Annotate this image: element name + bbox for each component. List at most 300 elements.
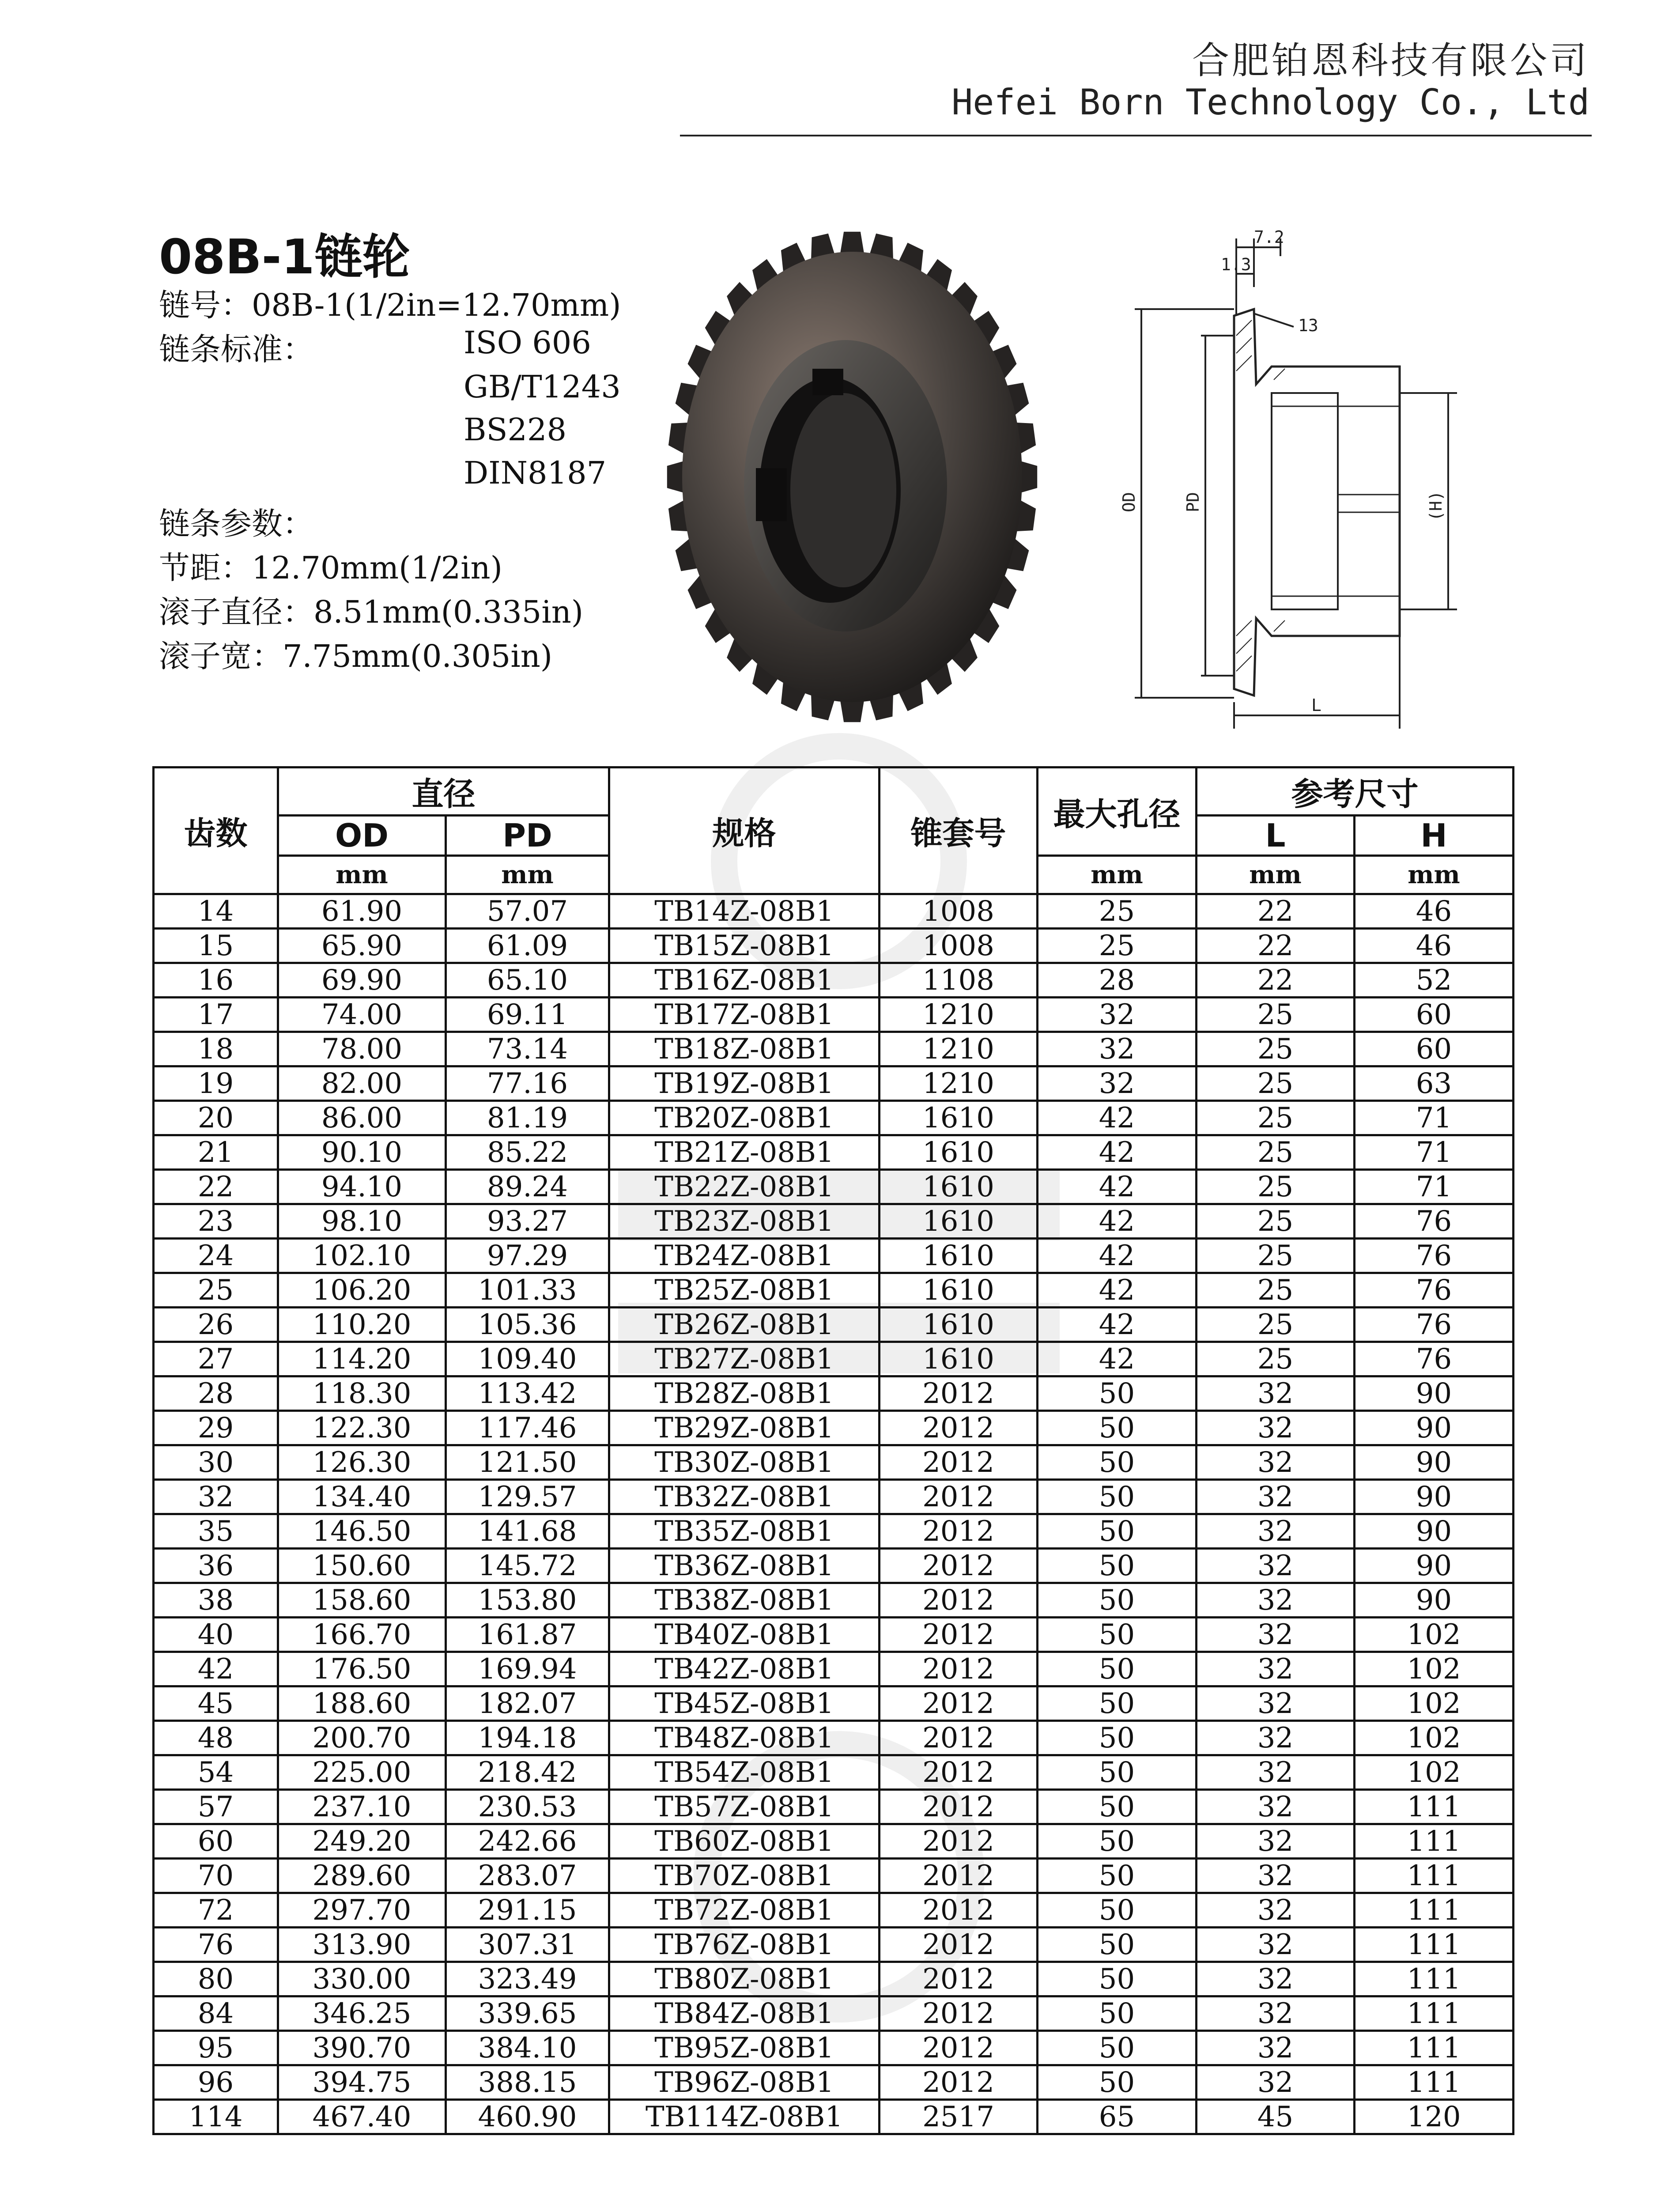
cell-max-bore: 50 — [1038, 2031, 1197, 2065]
cell-bush: 1610 — [880, 1170, 1038, 1204]
cell-bush: 2012 — [880, 1824, 1038, 1859]
cell-spec: TB36Z-08B1 — [609, 1549, 880, 1583]
cell-teeth: 27 — [154, 1342, 278, 1376]
cell-bush: 1610 — [880, 1239, 1038, 1273]
cell-od: 106.20 — [278, 1273, 446, 1308]
cell-h: 102 — [1355, 1721, 1514, 1755]
cell-teeth: 28 — [154, 1376, 278, 1411]
cell-max-bore: 50 — [1038, 1618, 1197, 1652]
cell-bush: 1610 — [880, 1273, 1038, 1308]
cell-h: 76 — [1355, 1273, 1514, 1308]
cell-pd: 230.53 — [446, 1790, 609, 1824]
table-row — [154, 1411, 1514, 1445]
header-l: L — [1197, 816, 1355, 856]
cell-pd: 65.10 — [446, 963, 609, 998]
table-row — [154, 1032, 1514, 1066]
header-h: H — [1355, 816, 1514, 856]
cell-pd: 81.19 — [446, 1101, 609, 1135]
cell-spec: TB80Z-08B1 — [609, 1962, 880, 1996]
cell-spec: TB17Z-08B1 — [609, 998, 880, 1032]
cell-spec: TB54Z-08B1 — [609, 1755, 880, 1790]
table-row — [154, 1859, 1514, 1893]
table-row — [154, 1342, 1514, 1376]
cell-teeth: 36 — [154, 1549, 278, 1583]
cell-pd: 97.29 — [446, 1239, 609, 1273]
cell-bush: 2012 — [880, 1721, 1038, 1755]
cell-bush: 2012 — [880, 1549, 1038, 1583]
table-row — [154, 1962, 1514, 1996]
cell-spec: TB95Z-08B1 — [609, 2031, 880, 2065]
cell-bush: 2012 — [880, 1755, 1038, 1790]
dim-13: 13 — [1298, 316, 1318, 335]
table-row — [154, 1480, 1514, 1514]
cell-od: 289.60 — [278, 1859, 446, 1893]
cell-bush: 2012 — [880, 1411, 1038, 1445]
cell-teeth: 95 — [154, 2031, 278, 2065]
table-row — [154, 998, 1514, 1032]
company-name-cn: 合肥铂恩科技有限公司 — [1192, 39, 1589, 82]
cell-pd: 93.27 — [446, 1204, 609, 1239]
cell-teeth: 38 — [154, 1583, 278, 1618]
cell-spec: TB45Z-08B1 — [609, 1686, 880, 1721]
cell-max-bore: 50 — [1038, 1583, 1197, 1618]
cell-l: 32 — [1197, 1514, 1355, 1549]
cell-od: 94.10 — [278, 1170, 446, 1204]
cell-max-bore: 32 — [1038, 998, 1197, 1032]
table-row — [154, 1790, 1514, 1824]
cell-h: 63 — [1355, 1066, 1514, 1101]
cell-l: 32 — [1197, 1445, 1355, 1480]
cell-bush: 2012 — [880, 1859, 1038, 1893]
cell-pd: 161.87 — [446, 1618, 609, 1652]
cell-teeth: 14 — [154, 894, 278, 929]
cell-max-bore: 42 — [1038, 1273, 1197, 1308]
cell-h: 90 — [1355, 1376, 1514, 1411]
cell-l: 22 — [1197, 894, 1355, 929]
company-name-en: Hefei Born Technology Co., Ltd — [951, 82, 1589, 123]
header-diameter: 直径 — [278, 768, 609, 816]
cell-l: 32 — [1197, 1411, 1355, 1445]
cell-teeth: 20 — [154, 1101, 278, 1135]
cell-max-bore: 50 — [1038, 1480, 1197, 1514]
cell-pd: 129.57 — [446, 1480, 609, 1514]
cell-h: 60 — [1355, 1032, 1514, 1066]
cell-l: 32 — [1197, 1652, 1355, 1686]
cell-h: 102 — [1355, 1618, 1514, 1652]
header-max-bore: 最大孔径 — [1038, 768, 1197, 856]
cell-pd: 339.65 — [446, 1996, 609, 2031]
cell-bush: 2012 — [880, 1962, 1038, 1996]
page-title: 08B-1链轮 — [159, 230, 410, 285]
cell-max-bore: 50 — [1038, 1376, 1197, 1411]
table-row — [154, 1445, 1514, 1480]
cell-pd: 141.68 — [446, 1514, 609, 1549]
cell-bush: 1108 — [880, 963, 1038, 998]
table-row — [154, 1273, 1514, 1308]
table-row — [154, 1583, 1514, 1618]
cell-teeth: 15 — [154, 929, 278, 963]
cell-l: 32 — [1197, 1824, 1355, 1859]
cell-l: 25 — [1197, 1239, 1355, 1273]
cell-pd: 384.10 — [446, 2031, 609, 2065]
cell-max-bore: 42 — [1038, 1170, 1197, 1204]
cell-spec: TB114Z-08B1 — [609, 2100, 880, 2134]
cell-od: 65.90 — [278, 929, 446, 963]
cell-od: 297.70 — [278, 1893, 446, 1928]
cell-h: 90 — [1355, 1445, 1514, 1480]
cell-od: 78.00 — [278, 1032, 446, 1066]
standard-item: GB/T1243 — [464, 369, 621, 405]
cell-od: 158.60 — [278, 1583, 446, 1618]
cell-od: 110.20 — [278, 1308, 446, 1342]
cell-h: 71 — [1355, 1170, 1514, 1204]
cell-pd: 169.94 — [446, 1652, 609, 1686]
cell-pd: 291.15 — [446, 1893, 609, 1928]
cell-max-bore: 50 — [1038, 1514, 1197, 1549]
table-row — [154, 1549, 1514, 1583]
cell-od: 146.50 — [278, 1514, 446, 1549]
cell-l: 22 — [1197, 929, 1355, 963]
dim-h: (H) — [1426, 491, 1446, 521]
cell-teeth: 40 — [154, 1618, 278, 1652]
cell-od: 122.30 — [278, 1411, 446, 1445]
cell-max-bore: 50 — [1038, 1893, 1197, 1928]
cell-pd: 61.09 — [446, 929, 609, 963]
cell-l: 32 — [1197, 1893, 1355, 1928]
cell-l: 32 — [1197, 1480, 1355, 1514]
cell-teeth: 16 — [154, 963, 278, 998]
cell-teeth: 21 — [154, 1135, 278, 1170]
cell-spec: TB57Z-08B1 — [609, 1790, 880, 1824]
cell-teeth: 57 — [154, 1790, 278, 1824]
table-row — [154, 1721, 1514, 1755]
cell-bush: 2012 — [880, 1445, 1038, 1480]
cell-l: 32 — [1197, 2031, 1355, 2065]
table-row — [154, 1308, 1514, 1342]
header-ref-dims: 参考尺寸 — [1197, 768, 1514, 816]
table-row — [154, 1514, 1514, 1549]
cell-max-bore: 50 — [1038, 1445, 1197, 1480]
cell-teeth: 76 — [154, 1928, 278, 1962]
cell-bush: 2012 — [880, 1514, 1038, 1549]
cell-l: 25 — [1197, 1101, 1355, 1135]
cell-h: 76 — [1355, 1308, 1514, 1342]
cell-teeth: 35 — [154, 1514, 278, 1549]
cell-max-bore: 42 — [1038, 1308, 1197, 1342]
cell-l: 22 — [1197, 963, 1355, 998]
cell-spec: TB72Z-08B1 — [609, 1893, 880, 1928]
cell-l: 32 — [1197, 1755, 1355, 1790]
cell-spec: TB18Z-08B1 — [609, 1032, 880, 1066]
table-row — [154, 1066, 1514, 1101]
cell-spec: TB14Z-08B1 — [609, 894, 880, 929]
cell-teeth: 72 — [154, 1893, 278, 1928]
cell-od: 86.00 — [278, 1101, 446, 1135]
table-row — [154, 1652, 1514, 1686]
cell-bush: 2012 — [880, 1996, 1038, 2031]
roller-width-spec: 滚子宽：7.75mm(0.305in) — [159, 638, 553, 674]
cell-pd: 283.07 — [446, 1859, 609, 1893]
cell-bush: 2012 — [880, 1583, 1038, 1618]
cell-l: 25 — [1197, 1170, 1355, 1204]
cell-max-bore: 50 — [1038, 1859, 1197, 1893]
header-bush: 锥套号 — [880, 768, 1038, 894]
cell-h: 52 — [1355, 963, 1514, 998]
cell-od: 313.90 — [278, 1928, 446, 1962]
cell-l: 32 — [1197, 1618, 1355, 1652]
cell-pd: 182.07 — [446, 1686, 609, 1721]
cell-max-bore: 50 — [1038, 1686, 1197, 1721]
table-row — [154, 1686, 1514, 1721]
dim-1-3: 1.3 — [1221, 255, 1251, 274]
table-row — [154, 1101, 1514, 1135]
cell-max-bore: 50 — [1038, 1411, 1197, 1445]
cell-h: 46 — [1355, 894, 1514, 929]
cell-h: 90 — [1355, 1583, 1514, 1618]
cell-od: 90.10 — [278, 1135, 446, 1170]
cell-spec: TB32Z-08B1 — [609, 1480, 880, 1514]
cell-pd: 388.15 — [446, 2065, 609, 2100]
cell-h: 90 — [1355, 1411, 1514, 1445]
cell-h: 76 — [1355, 1342, 1514, 1376]
cell-spec: TB96Z-08B1 — [609, 2065, 880, 2100]
cell-od: 150.60 — [278, 1549, 446, 1583]
cell-spec: TB24Z-08B1 — [609, 1239, 880, 1273]
cell-od: 102.10 — [278, 1239, 446, 1273]
cell-teeth: 60 — [154, 1824, 278, 1859]
table-row — [154, 1618, 1514, 1652]
cell-l: 25 — [1197, 1032, 1355, 1066]
cell-od: 82.00 — [278, 1066, 446, 1101]
cell-l: 25 — [1197, 1066, 1355, 1101]
table-row — [154, 2100, 1514, 2134]
cell-teeth: 32 — [154, 1480, 278, 1514]
cell-l: 32 — [1197, 1721, 1355, 1755]
cell-l: 32 — [1197, 1686, 1355, 1721]
cell-max-bore: 50 — [1038, 1824, 1197, 1859]
cell-teeth: 17 — [154, 998, 278, 1032]
cell-pd: 73.14 — [446, 1032, 609, 1066]
cell-max-bore: 28 — [1038, 963, 1197, 998]
cell-teeth: 70 — [154, 1859, 278, 1893]
cell-h: 76 — [1355, 1204, 1514, 1239]
cell-max-bore: 42 — [1038, 1135, 1197, 1170]
cell-spec: TB23Z-08B1 — [609, 1204, 880, 1239]
cell-pd: 218.42 — [446, 1755, 609, 1790]
cell-pd: 194.18 — [446, 1721, 609, 1755]
cell-bush: 1610 — [880, 1342, 1038, 1376]
cell-pd: 153.80 — [446, 1583, 609, 1618]
cell-pd: 307.31 — [446, 1928, 609, 1962]
cell-spec: TB20Z-08B1 — [609, 1101, 880, 1135]
table-row — [154, 2031, 1514, 2065]
cell-h: 111 — [1355, 1996, 1514, 2031]
cell-h: 102 — [1355, 1755, 1514, 1790]
cell-pd: 117.46 — [446, 1411, 609, 1445]
cell-bush: 1610 — [880, 1308, 1038, 1342]
cell-spec: TB16Z-08B1 — [609, 963, 880, 998]
table-row — [154, 1170, 1514, 1204]
table-row — [154, 1204, 1514, 1239]
cell-od: 134.40 — [278, 1480, 446, 1514]
cell-od: 188.60 — [278, 1686, 446, 1721]
cell-max-bore: 50 — [1038, 1755, 1197, 1790]
cell-pd: 121.50 — [446, 1445, 609, 1480]
unit-l: mm — [1197, 856, 1355, 894]
roller-diameter-spec: 滚子直径：8.51mm(0.335in) — [159, 594, 584, 630]
cell-teeth: 42 — [154, 1652, 278, 1686]
cell-teeth: 84 — [154, 1996, 278, 2031]
cell-bush: 2517 — [880, 2100, 1038, 2134]
cell-teeth: 80 — [154, 1962, 278, 1996]
cell-l: 32 — [1197, 1549, 1355, 1583]
cell-bush: 2012 — [880, 1480, 1038, 1514]
cell-bush: 1210 — [880, 1032, 1038, 1066]
cell-bush: 1610 — [880, 1204, 1038, 1239]
header-od: OD — [278, 816, 446, 856]
dimension-drawing — [1073, 221, 1479, 746]
cell-h: 111 — [1355, 1962, 1514, 1996]
cell-h: 111 — [1355, 1790, 1514, 1824]
cell-teeth: 54 — [154, 1755, 278, 1790]
table-row — [154, 1135, 1514, 1170]
cell-spec: TB22Z-08B1 — [609, 1170, 880, 1204]
cell-l: 32 — [1197, 1962, 1355, 1996]
header-divider — [680, 135, 1592, 136]
cell-bush: 2012 — [880, 1376, 1038, 1411]
cell-max-bore: 42 — [1038, 1239, 1197, 1273]
cell-teeth: 22 — [154, 1170, 278, 1204]
cell-max-bore: 42 — [1038, 1204, 1197, 1239]
cell-teeth: 18 — [154, 1032, 278, 1066]
cell-l: 32 — [1197, 1583, 1355, 1618]
cell-teeth: 23 — [154, 1204, 278, 1239]
cell-pd: 105.36 — [446, 1308, 609, 1342]
unit-pd: mm — [446, 856, 609, 894]
cell-spec: TB35Z-08B1 — [609, 1514, 880, 1549]
cell-h: 102 — [1355, 1652, 1514, 1686]
cell-h: 71 — [1355, 1101, 1514, 1135]
dim-l: L — [1311, 696, 1321, 715]
cell-max-bore: 32 — [1038, 1066, 1197, 1101]
cell-h: 111 — [1355, 1928, 1514, 1962]
cell-max-bore: 42 — [1038, 1101, 1197, 1135]
table-row — [154, 1893, 1514, 1928]
cell-pd: 69.11 — [446, 998, 609, 1032]
cell-h: 102 — [1355, 1686, 1514, 1721]
cell-spec: TB26Z-08B1 — [609, 1308, 880, 1342]
cell-spec: TB48Z-08B1 — [609, 1721, 880, 1755]
table-row — [154, 2065, 1514, 2100]
dim-od: OD — [1119, 492, 1139, 512]
sprocket-photo — [653, 221, 1051, 733]
dim-pd: PD — [1183, 492, 1203, 512]
cell-teeth: 24 — [154, 1239, 278, 1273]
cell-teeth: 19 — [154, 1066, 278, 1101]
table-row — [154, 1928, 1514, 1962]
cell-spec: TB19Z-08B1 — [609, 1066, 880, 1101]
cell-bush: 2012 — [880, 1686, 1038, 1721]
chain-params-label: 链条参数： — [159, 506, 313, 542]
cell-spec: TB25Z-08B1 — [609, 1273, 880, 1308]
cell-bush: 1008 — [880, 894, 1038, 929]
cell-h: 60 — [1355, 998, 1514, 1032]
cell-l: 32 — [1197, 1859, 1355, 1893]
cell-od: 237.10 — [278, 1790, 446, 1824]
cell-max-bore: 50 — [1038, 1721, 1197, 1755]
table-row — [154, 1239, 1514, 1273]
table-row — [154, 963, 1514, 998]
cell-l: 32 — [1197, 1928, 1355, 1962]
cell-pd: 85.22 — [446, 1135, 609, 1170]
cell-bush: 1610 — [880, 1101, 1038, 1135]
cell-l: 32 — [1197, 2065, 1355, 2100]
unit-od: mm — [278, 856, 446, 894]
cell-bush: 2012 — [880, 2065, 1038, 2100]
cell-od: 249.20 — [278, 1824, 446, 1859]
cell-bush: 2012 — [880, 1893, 1038, 1928]
cell-od: 346.25 — [278, 1996, 446, 2031]
cell-spec: TB30Z-08B1 — [609, 1445, 880, 1480]
cell-bush: 1008 — [880, 929, 1038, 963]
cell-l: 25 — [1197, 1204, 1355, 1239]
cell-teeth: 26 — [154, 1308, 278, 1342]
cell-pd: 460.90 — [446, 2100, 609, 2134]
unit-max-bore: mm — [1038, 856, 1197, 894]
cell-od: 126.30 — [278, 1445, 446, 1480]
cell-teeth: 96 — [154, 2065, 278, 2100]
cell-h: 90 — [1355, 1549, 1514, 1583]
dim-7-2: 7.2 — [1254, 227, 1284, 247]
cell-pd: 323.49 — [446, 1962, 609, 1996]
cell-bush: 2012 — [880, 2031, 1038, 2065]
cell-teeth: 30 — [154, 1445, 278, 1480]
cell-h: 90 — [1355, 1514, 1514, 1549]
cell-od: 390.70 — [278, 2031, 446, 2065]
table-row — [154, 1755, 1514, 1790]
standard-item: BS228 — [464, 412, 567, 448]
spec-table — [152, 766, 1514, 2135]
cell-od: 330.00 — [278, 1962, 446, 1996]
cell-h: 111 — [1355, 2065, 1514, 2100]
cell-od: 69.90 — [278, 963, 446, 998]
cell-max-bore: 50 — [1038, 1928, 1197, 1962]
cell-spec: TB42Z-08B1 — [609, 1652, 880, 1686]
cell-max-bore: 50 — [1038, 1790, 1197, 1824]
cell-h: 71 — [1355, 1135, 1514, 1170]
cell-spec: TB21Z-08B1 — [609, 1135, 880, 1170]
cell-spec: TB15Z-08B1 — [609, 929, 880, 963]
cell-l: 25 — [1197, 1135, 1355, 1170]
cell-teeth: 114 — [154, 2100, 278, 2134]
cell-h: 111 — [1355, 2031, 1514, 2065]
cell-max-bore: 42 — [1038, 1342, 1197, 1376]
spec-table-body — [154, 894, 1514, 2134]
cell-max-bore: 50 — [1038, 1549, 1197, 1583]
cell-pd: 113.42 — [446, 1376, 609, 1411]
cell-l: 32 — [1197, 1376, 1355, 1411]
standard-item: ISO 606 — [464, 325, 591, 361]
cell-bush: 2012 — [880, 1928, 1038, 1962]
cell-od: 114.20 — [278, 1342, 446, 1376]
cell-od: 98.10 — [278, 1204, 446, 1239]
cell-l: 25 — [1197, 998, 1355, 1032]
unit-h: mm — [1355, 856, 1514, 894]
cell-h: 111 — [1355, 1859, 1514, 1893]
cell-pd: 242.66 — [446, 1824, 609, 1859]
cell-spec: TB29Z-08B1 — [609, 1411, 880, 1445]
cell-max-bore: 65 — [1038, 2100, 1197, 2134]
